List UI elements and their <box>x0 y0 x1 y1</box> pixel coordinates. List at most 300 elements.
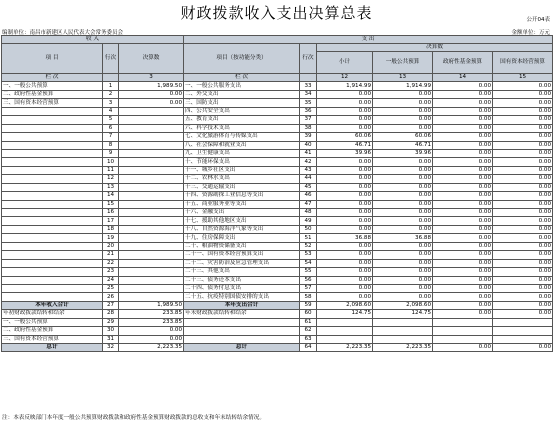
expense-lineno: 36 <box>300 107 317 115</box>
income-amount <box>119 141 184 149</box>
expense-item: 十一、城乡社区支出 <box>184 166 300 174</box>
capital-amount <box>493 335 553 343</box>
expense-lineno: 58 <box>300 293 317 301</box>
expense-lineno: 42 <box>300 158 317 166</box>
capital-amount: 0.00 <box>493 166 553 174</box>
income-lineno: 5 <box>103 116 119 124</box>
expense-item: 本年支出合计 <box>184 301 300 309</box>
income-item: 一、一般公共预算 <box>2 318 103 326</box>
income-amount: 0.00 <box>119 99 184 107</box>
income-item <box>2 166 103 174</box>
income-amount <box>119 284 184 292</box>
expense-lineno: 35 <box>300 99 317 107</box>
subtotal-amount: 0.00 <box>317 124 373 132</box>
income-amount <box>119 234 184 242</box>
expense-lineno: 44 <box>300 175 317 183</box>
table-row <box>2 200 553 208</box>
capital-amount: 0.00 <box>493 344 553 352</box>
income-lineno: 14 <box>103 192 119 200</box>
capital-amount: 0.00 <box>493 276 553 284</box>
income-lineno: 15 <box>103 200 119 208</box>
expense-item: 二、外交支出 <box>184 90 300 98</box>
general-amount: 0.00 <box>373 90 433 98</box>
budget-header: 决算数 <box>119 44 184 74</box>
income-item <box>2 276 103 284</box>
general-amount: 60.06 <box>373 133 433 141</box>
income-lineno: 31 <box>103 335 119 343</box>
capital-amount: 0.00 <box>493 107 553 115</box>
subtotal-amount: 0.00 <box>317 116 373 124</box>
general-amount: 0.00 <box>373 99 433 107</box>
income-item <box>2 133 103 141</box>
general-amount <box>373 335 433 343</box>
general-amount: 0.00 <box>373 175 433 183</box>
table-row <box>2 166 553 174</box>
expense-item: 一、一般公共服务支出 <box>184 82 300 90</box>
capital-amount: 0.00 <box>493 200 553 208</box>
fund-amount: 0.00 <box>433 200 493 208</box>
capital-amount: 0.00 <box>493 183 553 191</box>
expense-lineno: 59 <box>300 301 317 309</box>
income-amount <box>119 259 184 267</box>
capital-amount: 0.00 <box>493 217 553 225</box>
capital-amount: 0.00 <box>493 268 553 276</box>
expense-lineno: 55 <box>300 268 317 276</box>
table-row <box>2 133 553 141</box>
fund-amount: 0.00 <box>433 301 493 309</box>
general-amount <box>373 318 433 326</box>
expense-lineno: 34 <box>300 90 317 98</box>
capital-header: 国有资本经营预算 <box>493 52 553 74</box>
income-amount: 1,989.50 <box>119 301 184 309</box>
income-item <box>2 209 103 217</box>
capital-amount: 0.00 <box>493 124 553 132</box>
expense-lineno: 41 <box>300 149 317 157</box>
expense-item: 十四、资源勘探工业信息等支出 <box>184 192 300 200</box>
income-item <box>2 175 103 183</box>
income-lineno: 25 <box>103 284 119 292</box>
income-lineno: 17 <box>103 217 119 225</box>
income-amount: 1,989.50 <box>119 82 184 90</box>
income-lineno: 24 <box>103 276 119 284</box>
expense-lineno: 39 <box>300 133 317 141</box>
income-amount <box>119 268 184 276</box>
expense-lineno: 54 <box>300 259 317 267</box>
expense-lineno: 51 <box>300 234 317 242</box>
capital-amount: 0.00 <box>493 116 553 124</box>
income-lineno: 19 <box>103 234 119 242</box>
expense-item: 六、科学技术支出 <box>184 124 300 132</box>
fund-amount: 0.00 <box>433 175 493 183</box>
income-lineno: 27 <box>103 301 119 309</box>
income-amount <box>119 175 184 183</box>
income-lineno: 23 <box>103 268 119 276</box>
fund-amount: 0.00 <box>433 116 493 124</box>
fund-amount: 0.00 <box>433 107 493 115</box>
income-item: 三、国有资本经营预算 <box>2 335 103 343</box>
subtotal-amount: 0.00 <box>317 99 373 107</box>
income-item <box>2 116 103 124</box>
table-row <box>2 242 553 250</box>
subtotal-amount: 0.00 <box>317 175 373 183</box>
expense-item: 二十三、债务还本支出 <box>184 276 300 284</box>
expense-item: 十、节能环保支出 <box>184 158 300 166</box>
footnote: 注：本表反映部门本年度一般公共预算财政拨款和政府性基金预算财政拨款的总收支和年末结转结余情况。 <box>2 415 265 421</box>
general-amount: 0.00 <box>373 242 433 250</box>
fund-amount: 0.00 <box>433 344 493 352</box>
table-row <box>2 225 553 233</box>
expense-item: 十三、交通运输支出 <box>184 183 300 191</box>
capital-amount: 0.00 <box>493 175 553 183</box>
income-item <box>2 107 103 115</box>
income-amount <box>119 183 184 191</box>
subtotal-amount: 0.00 <box>317 192 373 200</box>
income-item <box>2 192 103 200</box>
income-item <box>2 242 103 250</box>
income-amount <box>119 200 184 208</box>
income-lineno: 18 <box>103 225 119 233</box>
income-amount <box>119 133 184 141</box>
subtotal-amount: 0.00 <box>317 209 373 217</box>
general-amount: 0.00 <box>373 200 433 208</box>
capital-amount: 0.00 <box>493 259 553 267</box>
budget2-header: 决算数 <box>317 44 553 52</box>
capital-amount <box>493 327 553 335</box>
general-amount: 46.71 <box>373 141 433 149</box>
table-row <box>2 284 553 292</box>
carry-row <box>2 310 553 318</box>
expense-item <box>184 327 300 335</box>
capital-amount <box>493 318 553 326</box>
general-amount: 0.00 <box>373 124 433 132</box>
capital-amount: 0.00 <box>493 293 553 301</box>
income-amount <box>119 166 184 174</box>
expense-lineno: 57 <box>300 284 317 292</box>
expense-item: 年末财政拨款结转和结余 <box>184 310 300 318</box>
general-amount: 36.88 <box>373 234 433 242</box>
income-lineno: 32 <box>103 344 119 352</box>
fund-amount: 0.00 <box>433 310 493 318</box>
unit-label: 金额单位：万元 <box>511 30 550 36</box>
fund-amount: 0.00 <box>433 293 493 301</box>
capital-amount: 0.00 <box>493 192 553 200</box>
income-amount: 2,223.35 <box>119 344 184 352</box>
org-label: 编制单位：南昌市新建区人民代表大会常务委员会 <box>2 30 124 36</box>
lineno2-header: 行次 <box>300 44 317 74</box>
expense-lineno: 62 <box>300 327 317 335</box>
income-header: 收 入 <box>2 36 184 44</box>
fund-amount: 0.00 <box>433 99 493 107</box>
table-row <box>2 251 553 259</box>
subtotal-amount <box>317 318 373 326</box>
income-item <box>2 200 103 208</box>
fund-amount: 0.00 <box>433 192 493 200</box>
income-item <box>2 293 103 301</box>
func-item-header: 项目（按功能分类） <box>184 44 300 74</box>
subtotal-amount: 0.00 <box>317 166 373 174</box>
income-lineno: 29 <box>103 318 119 326</box>
subtotal-amount: 2,223.35 <box>317 344 373 352</box>
subtotal-amount: 0.00 <box>317 183 373 191</box>
fund-amount: 0.00 <box>433 284 493 292</box>
tail-row <box>2 335 553 343</box>
capital-amount: 0.00 <box>493 133 553 141</box>
income-amount: 233.85 <box>119 310 184 318</box>
income-amount <box>119 116 184 124</box>
general-amount: 0.00 <box>373 284 433 292</box>
expense-item: 二十二、灾害防治及应急管理支出 <box>184 259 300 267</box>
income-lineno: 30 <box>103 327 119 335</box>
capital-amount: 0.00 <box>493 310 553 318</box>
table-row <box>2 141 553 149</box>
income-item <box>2 259 103 267</box>
table-row <box>2 149 553 157</box>
fund-amount: 0.00 <box>433 149 493 157</box>
subtotal-amount: 36.88 <box>317 234 373 242</box>
income-lineno: 3 <box>103 99 119 107</box>
subtotal-amount: 0.00 <box>317 200 373 208</box>
expense-lineno: 33 <box>300 82 317 90</box>
col-14: 14 <box>433 74 493 82</box>
col-label: 栏 次 <box>2 74 103 82</box>
income-item <box>2 124 103 132</box>
fund-amount <box>433 318 493 326</box>
table-row <box>2 276 553 284</box>
fund-amount: 0.00 <box>433 158 493 166</box>
fund-amount: 0.00 <box>433 141 493 149</box>
income-item <box>2 141 103 149</box>
capital-amount: 0.00 <box>493 209 553 217</box>
col-15: 15 <box>493 74 553 82</box>
capital-amount: 0.00 <box>493 234 553 242</box>
subtotal-amount: 0.00 <box>317 158 373 166</box>
capital-amount: 0.00 <box>493 251 553 259</box>
income-lineno: 11 <box>103 166 119 174</box>
table-row <box>2 158 553 166</box>
general-amount: 2,098.60 <box>373 301 433 309</box>
expense-item <box>184 335 300 343</box>
expense-item: 二十一、国有资本经营预算支出 <box>184 251 300 259</box>
subtotal-amount: 0.00 <box>317 217 373 225</box>
expense-lineno: 60 <box>300 310 317 318</box>
income-amount: 0.00 <box>119 90 184 98</box>
income-lineno: 4 <box>103 107 119 115</box>
expense-lineno: 56 <box>300 276 317 284</box>
expense-item: 二十五、抗疫特别国债安排的支出 <box>184 293 300 301</box>
income-lineno: 7 <box>103 133 119 141</box>
income-amount <box>119 251 184 259</box>
fund-amount: 0.00 <box>433 209 493 217</box>
subtotal-amount: 0.00 <box>317 90 373 98</box>
income-lineno: 26 <box>103 293 119 301</box>
expense-item: 十九、住房保障支出 <box>184 234 300 242</box>
subtotal-amount: 0.00 <box>317 107 373 115</box>
fund-amount: 0.00 <box>433 82 493 90</box>
table-row <box>2 124 553 132</box>
income-item: 总计 <box>2 344 103 352</box>
subtotal-amount: 0.00 <box>317 225 373 233</box>
expense-item: 总计 <box>184 344 300 352</box>
expense-item: 五、教育支出 <box>184 116 300 124</box>
fund-header: 政府性基金预算 <box>433 52 493 74</box>
general-amount: 0.00 <box>373 268 433 276</box>
general-amount <box>373 327 433 335</box>
table-row <box>2 90 553 98</box>
expense-lineno: 52 <box>300 242 317 250</box>
expense-lineno: 37 <box>300 116 317 124</box>
table-row <box>2 217 553 225</box>
fund-amount: 0.00 <box>433 234 493 242</box>
expense-item: 二十三、其他支出 <box>184 268 300 276</box>
general-amount: 0.00 <box>373 183 433 191</box>
income-amount: 233.85 <box>119 318 184 326</box>
capital-amount: 0.00 <box>493 149 553 157</box>
col-label-2: 栏 次 <box>184 74 300 82</box>
sum-row <box>2 301 553 309</box>
general-amount: 0.00 <box>373 192 433 200</box>
income-item: 三、国有资本经营预算 <box>2 99 103 107</box>
expense-header: 支 出 <box>184 36 553 44</box>
income-item <box>2 217 103 225</box>
expense-lineno: 50 <box>300 225 317 233</box>
subtotal-amount: 0.00 <box>317 268 373 276</box>
lineno-header: 行次 <box>103 44 119 74</box>
table-row <box>2 116 553 124</box>
capital-amount: 0.00 <box>493 90 553 98</box>
fund-amount <box>433 327 493 335</box>
subtotal-amount: 39.96 <box>317 149 373 157</box>
table-row <box>2 259 553 267</box>
expense-item: 二十、粮油物资储备支出 <box>184 242 300 250</box>
table-row <box>2 183 553 191</box>
capital-amount: 0.00 <box>493 99 553 107</box>
table-row <box>2 192 553 200</box>
income-lineno: 10 <box>103 158 119 166</box>
fund-amount: 0.00 <box>433 276 493 284</box>
income-amount: 0.00 <box>119 335 184 343</box>
col-blank <box>103 74 119 82</box>
table-row <box>2 209 553 217</box>
subtotal-amount: 0.00 <box>317 276 373 284</box>
income-lineno: 20 <box>103 242 119 250</box>
income-amount: 0.00 <box>119 327 184 335</box>
expense-item: 十二、农林水支出 <box>184 175 300 183</box>
general-amount: 0.00 <box>373 251 433 259</box>
expense-item: 二十四、债务付息支出 <box>184 284 300 292</box>
fund-amount: 0.00 <box>433 133 493 141</box>
expense-item: 十五、商业服务业等支出 <box>184 200 300 208</box>
general-amount: 0.00 <box>373 116 433 124</box>
capital-amount: 0.00 <box>493 141 553 149</box>
expense-lineno: 63 <box>300 335 317 343</box>
fund-amount: 0.00 <box>433 225 493 233</box>
income-amount <box>119 158 184 166</box>
expense-lineno: 53 <box>300 251 317 259</box>
fund-amount: 0.00 <box>433 90 493 98</box>
expense-item: 十七、援助其他地区支出 <box>184 217 300 225</box>
income-amount <box>119 107 184 115</box>
subtotal-amount: 0.00 <box>317 259 373 267</box>
subtotal-header: 小计 <box>317 52 373 74</box>
capital-amount: 0.00 <box>493 301 553 309</box>
income-amount <box>119 124 184 132</box>
expense-item: 三、国防支出 <box>184 99 300 107</box>
general-amount: 0.00 <box>373 107 433 115</box>
general-amount: 2,223.35 <box>373 344 433 352</box>
income-item <box>2 183 103 191</box>
fund-amount: 0.00 <box>433 268 493 276</box>
total-row <box>2 344 553 352</box>
income-lineno: 9 <box>103 149 119 157</box>
col-12: 12 <box>317 74 373 82</box>
subtotal-amount: 2,098.60 <box>317 301 373 309</box>
income-lineno: 6 <box>103 124 119 132</box>
subtotal-amount: 124.75 <box>317 310 373 318</box>
table-row <box>2 175 553 183</box>
income-amount <box>119 192 184 200</box>
subtotal-amount <box>317 335 373 343</box>
income-item <box>2 284 103 292</box>
general-amount: 0.00 <box>373 217 433 225</box>
subtotal-amount: 46.71 <box>317 141 373 149</box>
income-item <box>2 234 103 242</box>
income-amount <box>119 217 184 225</box>
income-item <box>2 268 103 276</box>
capital-amount: 0.00 <box>493 284 553 292</box>
general-amount: 0.00 <box>373 166 433 174</box>
income-lineno: 13 <box>103 183 119 191</box>
fund-amount: 0.00 <box>433 259 493 267</box>
report-title: 财政拨款收入支出决算总表 <box>180 4 373 22</box>
income-item <box>2 149 103 157</box>
income-lineno: 1 <box>103 82 119 90</box>
income-amount <box>119 209 184 217</box>
income-item: 年初财政拨款结转和结余 <box>2 310 103 318</box>
income-item <box>2 158 103 166</box>
form-number: 公开04表 <box>526 17 550 23</box>
expense-lineno: 64 <box>300 344 317 352</box>
general-amount: 0.00 <box>373 209 433 217</box>
expense-lineno: 47 <box>300 200 317 208</box>
general-header: 一般公共预算 <box>373 52 433 74</box>
income-amount <box>119 293 184 301</box>
income-item: 二、政府性基金预算 <box>2 327 103 335</box>
expense-lineno: 49 <box>300 217 317 225</box>
subtotal-amount: 1,914.99 <box>317 82 373 90</box>
expense-lineno: 40 <box>300 141 317 149</box>
expense-lineno: 46 <box>300 192 317 200</box>
income-lineno: 16 <box>103 209 119 217</box>
income-item: 一、一般公共预算 <box>2 82 103 90</box>
income-lineno: 2 <box>103 90 119 98</box>
general-amount: 0.00 <box>373 276 433 284</box>
subtotal-amount: 0.00 <box>317 293 373 301</box>
fund-amount: 0.00 <box>433 217 493 225</box>
general-amount: 0.00 <box>373 293 433 301</box>
col-13: 13 <box>373 74 433 82</box>
capital-amount: 0.00 <box>493 158 553 166</box>
expense-lineno: 38 <box>300 124 317 132</box>
income-lineno: 28 <box>103 310 119 318</box>
income-amount <box>119 276 184 284</box>
col-blank-2 <box>300 74 317 82</box>
fund-amount: 0.00 <box>433 124 493 132</box>
item-header: 项 目 <box>2 44 103 74</box>
fund-amount: 0.00 <box>433 251 493 259</box>
expense-lineno: 61 <box>300 318 317 326</box>
col-3: 3 <box>119 74 184 82</box>
income-amount <box>119 149 184 157</box>
